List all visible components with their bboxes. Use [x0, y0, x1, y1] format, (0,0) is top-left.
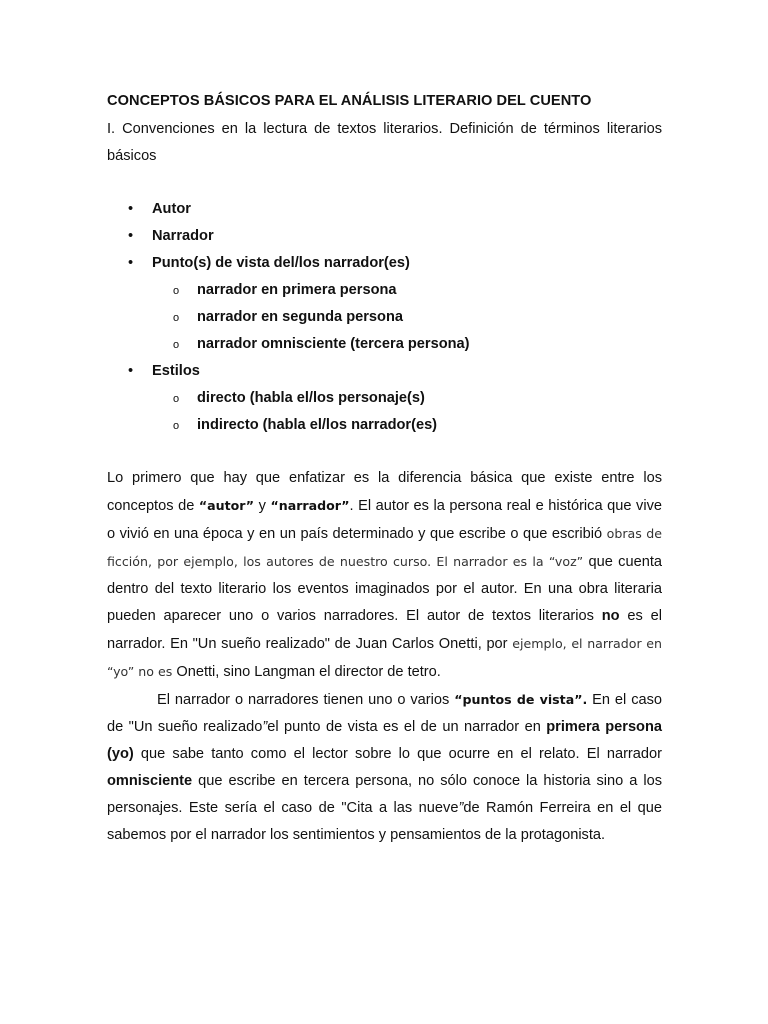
puntos-sublist: [152, 277, 662, 358]
sub-bullet-icon: o: [173, 393, 180, 405]
text-run: ejemplo, el narrador en “yo” no es: [107, 636, 662, 679]
bullet-icon: •: [128, 255, 134, 271]
list-item-puntos: [107, 250, 662, 358]
sublist-item-primera: [152, 277, 662, 304]
text-run: que sabe tanto como el lector sobre lo que ocurre en el relato. El narrador: [133, 746, 662, 762]
sublist-item-indirecto: [152, 412, 662, 439]
bullet-icon: •: [128, 201, 134, 217]
term-no: no: [601, 608, 620, 624]
text-run: de Ramón Ferreira en el que sabemos por el narrador los sentimientos y pensamientos de la protagonista.: [107, 800, 663, 843]
document-title: CONCEPTOS BÁSICOS PARA EL ANÁLISIS LITERARIO DEL CUENTO: [107, 93, 592, 109]
term-omnisciente: omnisciente: [107, 773, 193, 789]
term-puntos-de-vista: “puntos de vista”.: [454, 692, 588, 707]
list-item-estilos: [107, 358, 662, 439]
list-item-label: Punto(s) de vista del/los narrador(es): [152, 255, 410, 271]
text-run: Onetti, sino Langman el director de tetro.: [172, 664, 441, 680]
text-run: obras de ficción, por ejemplo, los autores de nuestro curso. El narrador es la “voz”: [107, 526, 662, 569]
list-item-label: Autor: [152, 201, 191, 217]
list-item-label: Estilos: [152, 363, 200, 379]
concepts-list: [107, 196, 662, 439]
text-run: que cuenta dentro del texto literario los eventos imaginados por el autor. En una obra literaria pueden aparecer uno o varios narradores. El autor de textos literarios: [107, 554, 662, 624]
text-run: que escribe en tercera persona, no sólo conoce la historia sino a los personajes. Este sería el caso de "Cita a las nueve: [107, 773, 662, 816]
text-run: es el narrador. En "Un sueño realizado" de Juan Carlos Onetti, por: [107, 608, 662, 652]
sublist-item-label: narrador omnisciente (tercera persona): [197, 336, 470, 352]
paragraph-autor-narrador: [107, 465, 662, 686]
bullet-icon: •: [128, 228, 134, 244]
text-run: y: [254, 498, 271, 514]
term-narrador: “narrador”: [270, 498, 350, 513]
sublist-item-omnisciente: [152, 331, 662, 358]
paragraph-puntos-de-vista: [107, 686, 662, 849]
sub-bullet-icon: o: [173, 339, 180, 351]
estilos-sublist: [152, 385, 662, 439]
sublist-item-directo: [152, 385, 662, 412]
sublist-item-label: indirecto (habla el/los narrador(es): [197, 417, 438, 433]
sub-bullet-icon: o: [173, 420, 180, 432]
text-run: Lo primero que hay que enfatizar es la diferencia básica que existe entre los conceptos de: [107, 470, 662, 514]
sub-bullet-icon: o: [173, 312, 180, 324]
text-run: En el caso de "Un sueño realizado: [107, 692, 663, 735]
sublist-item-label: narrador en primera persona: [197, 282, 397, 298]
sublist-item-segunda: [152, 304, 662, 331]
list-item-autor: [107, 196, 662, 223]
section-intro: I. Convenciones en la lectura de textos literarios. Definición de términos literarios básicos: [107, 121, 662, 164]
bullet-icon: •: [128, 363, 134, 379]
text-run: . El autor es la persona real e histórica que vive o vivió en una época y en un país determinado y que escribe o que escribió: [107, 498, 663, 542]
text-run: ”: [262, 719, 268, 735]
text-run: ”: [458, 800, 464, 816]
text-run: El narrador o narradores tienen uno o varios: [157, 692, 455, 708]
term-primera-persona: primera persona (yo): [107, 719, 663, 762]
term-autor: “autor”: [198, 498, 255, 513]
list-item-narrador: [107, 223, 662, 250]
document-page: [107, 90, 662, 849]
sublist-item-label: narrador en segunda persona: [197, 309, 403, 325]
list-item-label: Narrador: [152, 228, 214, 244]
text-run: el punto de vista es el de un narrador en: [267, 719, 547, 735]
sublist-item-label: directo (habla el/los personaje(s): [197, 390, 425, 406]
sub-bullet-icon: o: [173, 285, 180, 297]
